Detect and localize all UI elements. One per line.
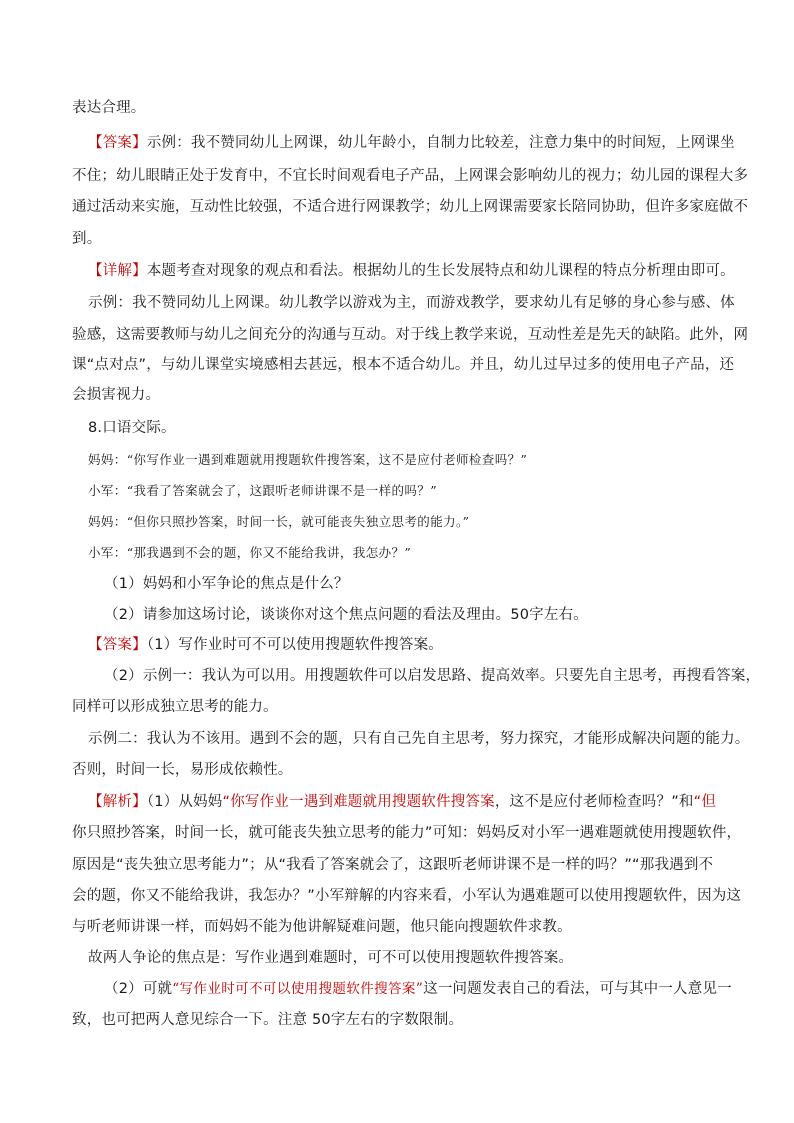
text: （1）从妈妈 xyxy=(146,794,223,810)
paragraph-line xyxy=(72,385,160,405)
detail-line xyxy=(88,261,735,281)
text: （1）写作业时可不可以使用搜题软件搜答案。 xyxy=(146,637,443,653)
text: 致，也可把两人意见综合一下。注意 50字左右的字数限制。 xyxy=(72,1012,464,1028)
text: 会损害视力。 xyxy=(72,387,161,403)
paragraph-line xyxy=(88,293,735,313)
text: 示例：我不赞同幼儿上网课，幼儿年龄小，自制力比较差，注意力集中的时间短，上网课坐 xyxy=(146,135,735,151)
dialogue-line xyxy=(88,543,411,563)
paragraph-line xyxy=(72,197,748,217)
text: 本题考查对现象的观点和看法。根据幼儿的生长发展特点和幼儿课程的特点分析理由即可。 xyxy=(146,263,735,279)
answer-tag: 【答案】 xyxy=(88,637,147,653)
text: 8.口语交际。 xyxy=(88,420,176,436)
text: 与听老师讲课一样，而妈妈不能为他讲解疑难问题，他只能向搜题软件求教。 xyxy=(72,919,572,935)
paragraph-line xyxy=(72,823,741,843)
text: ”可知：妈妈反对小军一遇难题就使用搜题软件， xyxy=(424,825,742,841)
text: 示例二：我认为不该用。遇到不会的题，只有自己先自主思考，努力探究，才能形成解决问题的能力。 xyxy=(88,731,750,747)
dialogue-line xyxy=(88,450,527,470)
text: 原因是“丧失独立思考能力”；从“我看了答案就会了，这跟听老师讲课不是一样的吗？”“那我遇到不 xyxy=(72,857,714,873)
text: ，这不是应付老师检查吗？”和 xyxy=(494,794,694,810)
text: （2）请参加这场讨论，谈谈你对这个焦点问题的看法及理由。50字左右。 xyxy=(104,607,588,623)
analysis-line xyxy=(88,792,716,812)
text: 小军：“那我遇到不会的题，你又不能给我讲，我怎办？” xyxy=(88,545,412,560)
text: 小军：“我看了答案就会了，这跟听老师讲课不是一样的吗？” xyxy=(88,483,437,498)
paragraph-line xyxy=(72,917,572,937)
quote-text: “但 xyxy=(693,794,717,810)
paragraph-line xyxy=(72,355,734,375)
text: 妈妈：“你写作业一遇到难题就用搜题软件搜答案，这不是应付老师检查吗？” xyxy=(88,452,528,467)
quote-text: “你写作业一遇到难题就用搜题软件搜答案 xyxy=(222,794,495,810)
text: 同样可以形成独立思考的能力。 xyxy=(72,699,278,715)
text: 否则，时间一长，易形成依赖性。 xyxy=(72,762,293,778)
paragraph-line xyxy=(88,948,573,968)
paragraph-line xyxy=(104,979,732,999)
text: （2）示例一：我认为可以用。用搜题软件可以启发思路、提高效率。只要先自主思考，再搜看答案， xyxy=(104,668,761,684)
paragraph-line xyxy=(72,229,101,249)
analysis-tag: 【解析】 xyxy=(88,794,147,810)
paragraph-line xyxy=(72,886,741,906)
text: 到。 xyxy=(72,231,102,247)
text: 示例：我不赞同幼儿上网课。幼儿教学以游戏为主，而游戏教学，要求幼儿有足够的身心参与感、体 xyxy=(88,295,735,311)
text: 表达合理。 xyxy=(72,100,146,116)
answer-line xyxy=(88,635,443,655)
text: 不住；幼儿眼睛正处于发育中，不宜长时间观看电子产品，上网课会影响幼儿的视力；幼儿园的课程大多 xyxy=(72,168,749,184)
text: （1）妈妈和小军争论的焦点是什么？ xyxy=(104,576,349,592)
paragraph-line xyxy=(104,666,760,686)
dialogue-line xyxy=(88,481,437,501)
text: （2）可就 xyxy=(104,981,173,997)
paragraph-line xyxy=(88,729,750,749)
answer-line xyxy=(88,133,735,153)
paragraph-line xyxy=(72,1010,463,1030)
text: 验感，这需要教师与幼儿之间充分的沟通与互动。对于线上教学来说，互动性差是先天的缺陷。此外，网 xyxy=(72,327,749,343)
paragraph-line xyxy=(72,98,146,118)
sub-question xyxy=(104,605,588,625)
quote-text: “写作业时可不可以使用搜题软件搜答案” xyxy=(172,981,424,997)
paragraph-line xyxy=(72,166,748,186)
paragraph-line xyxy=(72,855,713,875)
paragraph-line xyxy=(72,760,293,780)
detail-tag: 【详解】 xyxy=(88,263,147,279)
text: 你只照抄答案，时间一长，就可能丧失独立思考的能力 xyxy=(72,825,425,841)
dialogue-line xyxy=(88,512,469,532)
text: 课“点对点”，与幼儿课堂实境感相去甚远，根本不适合幼儿。并且，幼儿过早过多的使用电子产品，还 xyxy=(72,357,735,373)
paragraph-line xyxy=(72,325,748,345)
text: 妈妈：“但你只照抄答案，时间一长，就可能丧失独立思考的能力。” xyxy=(88,514,470,529)
text: 会的题，你又不能给我讲，我怎办？”小军辩解的内容来看，小军认为遇难题可以使用搜题软件，因为这 xyxy=(72,888,742,904)
text: 这一问题发表自己的看法，可与其中一人意见一 xyxy=(423,981,732,997)
answer-tag: 【答案】 xyxy=(88,135,147,151)
text: 故两人争论的焦点是：写作业遇到难题时，可不可以使用搜题软件搜答案。 xyxy=(88,950,574,966)
question-number xyxy=(88,418,176,438)
sub-question xyxy=(104,574,349,594)
paragraph-line xyxy=(72,697,278,717)
text: 通过活动来实施，互动性比较强，不适合进行网课教学；幼儿上网课需要家长陪同协助，但许多家庭做不 xyxy=(72,199,749,215)
